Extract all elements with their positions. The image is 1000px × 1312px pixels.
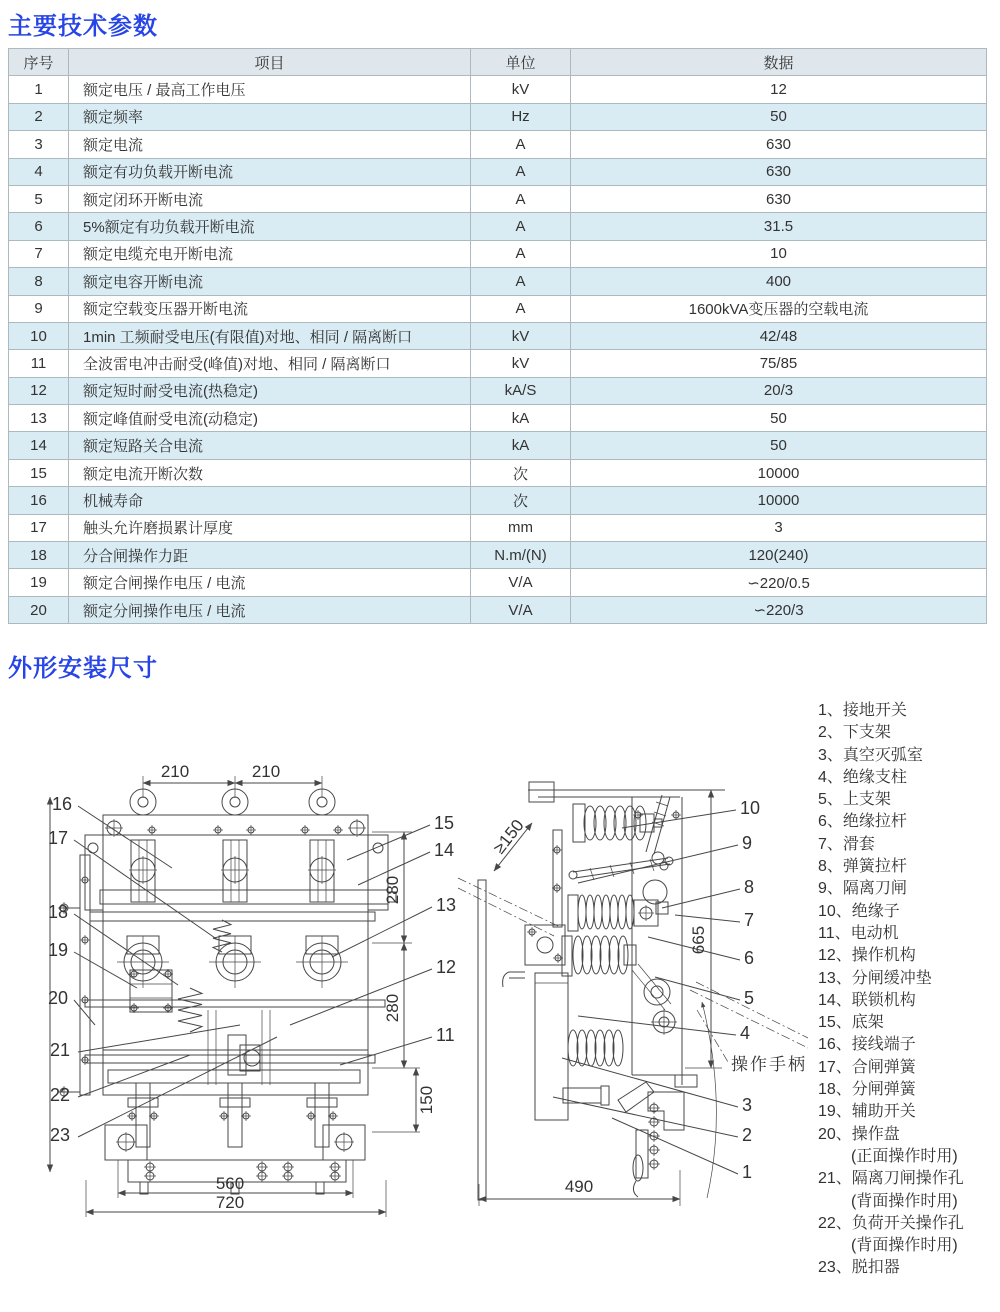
table-cell: N.m/(N)	[471, 542, 571, 569]
legend-item: 16、接线端子	[818, 1036, 916, 1054]
legend-item: (背面操作时用)	[851, 1192, 958, 1210]
table-cell: 400	[571, 268, 987, 295]
side-view-drawing	[450, 740, 810, 1220]
table-cell: kV	[471, 322, 571, 349]
callout-15: 15	[434, 813, 455, 833]
bottom-posts	[127, 1083, 338, 1147]
table-cell: 17	[9, 514, 69, 541]
table-row	[9, 268, 987, 295]
pole-1	[117, 840, 169, 988]
lug-group	[130, 789, 335, 815]
table-cell: 15	[9, 459, 69, 486]
legend-item: 8、弹簧拉杆	[818, 858, 907, 876]
col-header-item: 项目	[69, 49, 471, 76]
col-header-unit: 单位	[471, 49, 571, 76]
legend-item: (正面操作时用)	[851, 1147, 958, 1165]
insulator-bottom	[568, 1030, 623, 1066]
table-cell: 120(240)	[571, 542, 987, 569]
section-title-dimensions: 外形安装尺寸	[8, 655, 158, 682]
legend-item: 14、联锁机构	[818, 991, 916, 1009]
table-row	[9, 322, 987, 349]
table-cell: 5	[9, 185, 69, 212]
callout-14: 14	[434, 840, 455, 860]
table-cell: 次	[471, 459, 571, 486]
legend-item: 9、隔离刀闸	[818, 880, 907, 898]
table-row	[9, 432, 987, 459]
table-row	[9, 542, 987, 569]
legend-item: 5、上支架	[818, 791, 891, 809]
table-cell: 19	[9, 569, 69, 596]
table-cell: 额定峰值耐受电流(动稳定)	[69, 405, 471, 432]
callout-17: 17	[48, 828, 69, 848]
dim-label-490: 490	[564, 1177, 594, 1196]
callout-6: 6	[744, 948, 755, 968]
table-cell: 1600kVA变压器的空载电流	[571, 295, 987, 322]
legend-item: 7、滑套	[818, 835, 875, 853]
table-cell: ∽220/3	[571, 596, 987, 623]
section-title-parameters: 主要技术参数	[8, 13, 158, 40]
callout-3: 3	[742, 1095, 753, 1115]
table-cell: 12	[9, 377, 69, 404]
dim-label-210-right: 210	[251, 762, 281, 781]
table-cell: 50	[571, 405, 987, 432]
table-row	[9, 405, 987, 432]
table-cell: A	[471, 240, 571, 267]
table-cell: 31.5	[571, 213, 987, 240]
dim-label-280-upper: 280	[383, 875, 402, 905]
legend-item: 13、分闸缓冲垫	[818, 969, 932, 987]
table-cell: 额定电容开断电流	[69, 268, 471, 295]
table-cell: 13	[9, 405, 69, 432]
legend-item: 4、绝缘支柱	[818, 768, 907, 786]
legend-item: 19、辅助开关	[818, 1103, 916, 1121]
table-cell: 额定电流	[69, 131, 471, 158]
table-row	[9, 103, 987, 130]
callout-19: 19	[48, 940, 69, 960]
callout-5: 5	[744, 988, 755, 1008]
table-cell: A	[471, 185, 571, 212]
table-cell: 18	[9, 542, 69, 569]
table-cell: kA	[471, 405, 571, 432]
pole-3	[296, 840, 348, 988]
legend-item: 2、下支架	[818, 724, 891, 742]
table-cell: 2	[9, 103, 69, 130]
legend-item: 23、脱扣器	[818, 1259, 900, 1277]
table-cell: 全波雷电冲击耐受(峰值)对地、相同 / 隔离断口	[69, 350, 471, 377]
table-cell: 50	[571, 432, 987, 459]
table-cell: 触头允许磨损累计厚度	[69, 514, 471, 541]
table-cell: 次	[471, 487, 571, 514]
callout-leader-lines	[553, 810, 740, 1174]
dim-label-280-lower: 280	[383, 993, 402, 1023]
opening-spring	[178, 988, 202, 1032]
callout-7: 7	[744, 910, 755, 930]
dim-label-210-left: 210	[160, 762, 190, 781]
table-cell: kV	[471, 76, 571, 103]
table-cell: 额定空载变压器开断电流	[69, 295, 471, 322]
table-row	[9, 131, 987, 158]
callout-1: 1	[742, 1162, 753, 1182]
table-cell: 11	[9, 350, 69, 377]
table-cell: 14	[9, 432, 69, 459]
table-cell: 20	[9, 596, 69, 623]
legend-item: 17、合闸弹簧	[818, 1058, 916, 1076]
front-view-line-art	[50, 776, 432, 1217]
table-cell: A	[471, 213, 571, 240]
legend-item: 12、操作机构	[818, 947, 916, 965]
table-cell: 1min 工频耐受电压(有限值)对地、相同 / 隔离断口	[69, 322, 471, 349]
dim-label-720: 720	[215, 1193, 245, 1212]
table-row	[9, 295, 987, 322]
top-plate-holes	[105, 819, 366, 837]
callout-10: 10	[740, 798, 761, 818]
legend-item: 11、电动机	[818, 924, 899, 942]
callout-20: 20	[48, 988, 69, 1008]
legend-item: (背面操作时用)	[851, 1237, 958, 1255]
legend-item: 10、绝缘子	[818, 902, 900, 920]
insulator-support	[573, 936, 628, 974]
table-cell: 630	[571, 185, 987, 212]
callout-11: 11	[436, 1025, 455, 1045]
table-cell: 额定频率	[69, 103, 471, 130]
legend-item: 22、负荷开关操作孔	[818, 1214, 964, 1232]
table-cell: V/A	[471, 569, 571, 596]
table-row	[9, 596, 987, 623]
table-row	[9, 350, 987, 377]
table-row	[9, 213, 987, 240]
table-row	[9, 76, 987, 103]
table-cell: 16	[9, 487, 69, 514]
table-row	[9, 377, 987, 404]
legend-item: 1、接地开关	[818, 702, 907, 719]
table-cell: 9	[9, 295, 69, 322]
legend-item: 15、底架	[818, 1014, 884, 1032]
table-cell: 额定分闸操作电压 / 电流	[69, 596, 471, 623]
legend-item: 6、绝缘拉杆	[818, 813, 907, 831]
table-cell: 10	[571, 240, 987, 267]
table-cell: kA/S	[471, 377, 571, 404]
table-cell: 额定闭环开断电流	[69, 185, 471, 212]
table-cell: 4	[9, 158, 69, 185]
dim-label-150: 150	[417, 1085, 436, 1115]
table-cell: 额定电流开断次数	[69, 459, 471, 486]
callout-2: 2	[742, 1125, 753, 1145]
dim-label-560: 560	[215, 1174, 245, 1193]
legend-item: 20、操作盘	[818, 1125, 900, 1143]
parameters-table-header	[9, 49, 987, 76]
dim-label-665: 665	[689, 925, 708, 955]
legend-item: 21、隔离刀闸操作孔	[818, 1170, 964, 1188]
table-cell: 10000	[571, 459, 987, 486]
table-cell: 42/48	[571, 322, 987, 349]
callout-23: 23	[50, 1125, 71, 1145]
table-cell: 6	[9, 213, 69, 240]
table-cell: 10000	[571, 487, 987, 514]
callout-21: 21	[50, 1040, 71, 1060]
table-cell: 10	[9, 322, 69, 349]
callout-16: 16	[52, 794, 73, 814]
callout-leader-lines	[74, 806, 432, 1137]
table-row	[9, 487, 987, 514]
table-cell: A	[471, 268, 571, 295]
front-view-drawing	[0, 740, 465, 1220]
table-cell: 分合闸操作力距	[69, 542, 471, 569]
callout-13: 13	[436, 895, 457, 915]
table-cell: A	[471, 158, 571, 185]
table-cell: Hz	[471, 103, 571, 130]
table-cell: 3	[571, 514, 987, 541]
callout-4: 4	[740, 1023, 751, 1043]
table-cell: kV	[471, 350, 571, 377]
table-cell: 7	[9, 240, 69, 267]
table-cell: 额定有功负载开断电流	[69, 158, 471, 185]
table-cell: 630	[571, 158, 987, 185]
col-header-index: 序号	[9, 49, 69, 76]
handle-label: 操作手柄	[731, 1055, 807, 1074]
table-cell: 8	[9, 268, 69, 295]
table-cell: 630	[571, 131, 987, 158]
col-header-value: 数据	[571, 49, 987, 76]
table-cell: A	[471, 295, 571, 322]
table-row	[9, 185, 987, 212]
table-cell: 1	[9, 76, 69, 103]
table-row	[9, 158, 987, 185]
table-cell: A	[471, 131, 571, 158]
callout-9: 9	[742, 833, 753, 853]
table-cell: 20/3	[571, 377, 987, 404]
callout-22: 22	[50, 1085, 71, 1105]
table-cell: V/A	[471, 596, 571, 623]
table-cell: 3	[9, 131, 69, 158]
table-cell: 75/85	[571, 350, 987, 377]
callout-8: 8	[744, 877, 755, 897]
parameters-table	[8, 48, 987, 624]
table-cell: 机械寿命	[69, 487, 471, 514]
callout-12: 12	[436, 957, 457, 977]
table-cell: mm	[471, 514, 571, 541]
insulator-top	[584, 806, 646, 840]
table-cell: 额定电缆充电开断电流	[69, 240, 471, 267]
table-cell: 12	[571, 76, 987, 103]
table-row	[9, 569, 987, 596]
callout-18: 18	[48, 902, 69, 922]
table-cell: 50	[571, 103, 987, 130]
table-cell: 额定短时耐受电流(热稳定)	[69, 377, 471, 404]
table-row	[9, 459, 987, 486]
table-cell: ∽220/0.5	[571, 569, 987, 596]
parameters-table-body	[9, 76, 987, 624]
table-cell: 额定短路关合电流	[69, 432, 471, 459]
insulator-middle	[578, 895, 634, 929]
table-cell: 额定合闸操作电压 / 电流	[69, 569, 471, 596]
dim-label-clearance: ≥150	[489, 815, 528, 858]
parts-legend	[818, 700, 1000, 1280]
table-cell: 额定电压 / 最高工作电压	[69, 76, 471, 103]
pole-2	[209, 840, 261, 988]
table-row	[9, 240, 987, 267]
table-cell: 5%额定有功负载开断电流	[69, 213, 471, 240]
table-row	[9, 514, 987, 541]
legend-item: 18、分闸弹簧	[818, 1081, 916, 1099]
table-cell: kA	[471, 432, 571, 459]
legend-item: 3、真空灭弧室	[818, 746, 923, 764]
